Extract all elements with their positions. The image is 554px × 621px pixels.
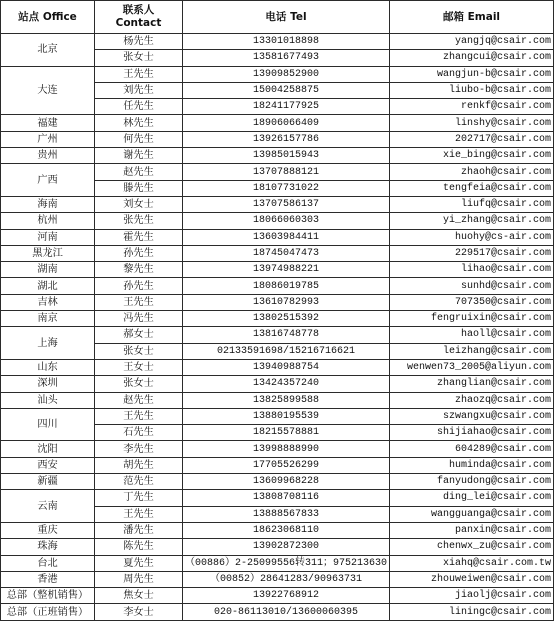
tel-cell: 18745047473 bbox=[183, 245, 390, 261]
tel-cell: 13609968228 bbox=[183, 474, 390, 490]
email-cell: 229517@csair.com bbox=[390, 245, 554, 261]
tel-cell: 18906066409 bbox=[183, 115, 390, 131]
contact-cell: 丁先生 bbox=[95, 490, 183, 506]
email-cell: liubo-b@csair.com bbox=[390, 82, 554, 98]
table-row bbox=[1, 245, 554, 261]
table-row bbox=[1, 539, 554, 555]
contact-cell: 杨先生 bbox=[95, 34, 183, 50]
office-cell: 杭州 bbox=[1, 213, 95, 229]
tel-cell: 13922768912 bbox=[183, 588, 390, 604]
table-row bbox=[1, 294, 554, 310]
email-cell: zhaoh@csair.com bbox=[390, 164, 554, 180]
office-cell: 云南 bbox=[1, 490, 95, 523]
office-cell: 香港 bbox=[1, 571, 95, 587]
tel-cell: 18066060303 bbox=[183, 213, 390, 229]
contact-cell: 郝女士 bbox=[95, 327, 183, 343]
email-cell: xie_bing@csair.com bbox=[390, 148, 554, 164]
contact-header-cn: 联系人 bbox=[122, 4, 155, 16]
table-row bbox=[1, 311, 554, 327]
contact-cell: 胡先生 bbox=[95, 457, 183, 473]
email-cell: panxin@csair.com bbox=[390, 522, 554, 538]
contact-cell: 石先生 bbox=[95, 425, 183, 441]
tel-cell: 13802515392 bbox=[183, 311, 390, 327]
table-row bbox=[1, 229, 554, 245]
tel-cell: 13902872300 bbox=[183, 539, 390, 555]
table-row bbox=[1, 359, 554, 375]
contact-header bbox=[95, 1, 183, 34]
tel-cell: 13707586137 bbox=[183, 196, 390, 212]
office-cell: 北京 bbox=[1, 34, 95, 67]
email-cell: wangjun-b@csair.com bbox=[390, 66, 554, 82]
contact-cell: 王女士 bbox=[95, 359, 183, 375]
office-cell: 山东 bbox=[1, 359, 95, 375]
table-row bbox=[1, 441, 554, 457]
email-cell: xiahq@csair.com.tw bbox=[390, 555, 554, 571]
table-row bbox=[1, 604, 554, 620]
contact-cell: 李先生 bbox=[95, 441, 183, 457]
tel-header: 电话 Tel bbox=[183, 1, 390, 34]
contact-cell: 潘先生 bbox=[95, 522, 183, 538]
contact-cell: 夏先生 bbox=[95, 555, 183, 571]
contact-cell: 任先生 bbox=[95, 99, 183, 115]
contact-cell: 滕先生 bbox=[95, 180, 183, 196]
email-cell: yangjq@csair.com bbox=[390, 34, 554, 50]
office-cell: 广州 bbox=[1, 131, 95, 147]
email-cell: fanyudong@csair.com bbox=[390, 474, 554, 490]
contact-cell: 周先生 bbox=[95, 571, 183, 587]
table-row bbox=[1, 148, 554, 164]
tel-cell: 13985015943 bbox=[183, 148, 390, 164]
email-cell: lihao@csair.com bbox=[390, 262, 554, 278]
contact-cell: 何先生 bbox=[95, 131, 183, 147]
email-cell: huohy@cs-air.com bbox=[390, 229, 554, 245]
table-row bbox=[1, 164, 554, 180]
email-header: 邮箱 Email bbox=[390, 1, 554, 34]
office-cell: 四川 bbox=[1, 408, 95, 441]
contact-cell: 范先生 bbox=[95, 474, 183, 490]
tel-cell: 02133591698/15216716621 bbox=[183, 343, 390, 359]
email-cell: shijiahao@csair.com bbox=[390, 425, 554, 441]
contact-cell: 林先生 bbox=[95, 115, 183, 131]
contact-cell: 王先生 bbox=[95, 506, 183, 522]
contact-cell: 赵先生 bbox=[95, 392, 183, 408]
contact-cell: 刘女士 bbox=[95, 196, 183, 212]
table-row bbox=[1, 327, 554, 343]
table-row bbox=[1, 66, 554, 82]
table-row bbox=[1, 408, 554, 424]
office-cell: 汕头 bbox=[1, 392, 95, 408]
contact-cell: 张女士 bbox=[95, 376, 183, 392]
email-cell: 707350@csair.com bbox=[390, 294, 554, 310]
email-cell: linshy@csair.com bbox=[390, 115, 554, 131]
office-cell: 深圳 bbox=[1, 376, 95, 392]
table-row bbox=[1, 588, 554, 604]
office-cell: 总部（整机销售） bbox=[1, 588, 95, 604]
tel-cell: 13825899588 bbox=[183, 392, 390, 408]
contact-header-en: Contact bbox=[115, 17, 162, 29]
email-cell: wangguanga@csair.com bbox=[390, 506, 554, 522]
office-cell: 上海 bbox=[1, 327, 95, 360]
table-row bbox=[1, 392, 554, 408]
table-row bbox=[1, 196, 554, 212]
office-cell: 湖北 bbox=[1, 278, 95, 294]
office-cell: 大连 bbox=[1, 66, 95, 115]
tel-cell: 18107731022 bbox=[183, 180, 390, 196]
email-cell: haoll@csair.com bbox=[390, 327, 554, 343]
tel-cell: 13926157786 bbox=[183, 131, 390, 147]
office-cell: 福建 bbox=[1, 115, 95, 131]
office-cell: 珠海 bbox=[1, 539, 95, 555]
email-cell: leizhang@csair.com bbox=[390, 343, 554, 359]
table-row bbox=[1, 131, 554, 147]
tel-cell: 13940988754 bbox=[183, 359, 390, 375]
email-cell: wenwen73_2005@aliyun.com bbox=[390, 359, 554, 375]
tel-cell: 13301018898 bbox=[183, 34, 390, 50]
contact-cell: 孙先生 bbox=[95, 278, 183, 294]
email-cell: tengfeia@csair.com bbox=[390, 180, 554, 196]
table-body bbox=[1, 34, 554, 621]
tel-cell: 13603984411 bbox=[183, 229, 390, 245]
table-row bbox=[1, 555, 554, 571]
tel-cell: 13998888990 bbox=[183, 441, 390, 457]
tel-cell: 13880195539 bbox=[183, 408, 390, 424]
tel-cell: 17705526299 bbox=[183, 457, 390, 473]
office-cell: 湖南 bbox=[1, 262, 95, 278]
table-row bbox=[1, 278, 554, 294]
contact-cell: 焦女士 bbox=[95, 588, 183, 604]
contact-cell: 张女士 bbox=[95, 343, 183, 359]
office-header: 站点 Office bbox=[1, 1, 95, 34]
contact-cell: 冯先生 bbox=[95, 311, 183, 327]
table-row bbox=[1, 522, 554, 538]
tel-cell: 18241177925 bbox=[183, 99, 390, 115]
table-row bbox=[1, 490, 554, 506]
email-cell: zhaozq@csair.com bbox=[390, 392, 554, 408]
tel-cell: 18086019785 bbox=[183, 278, 390, 294]
office-cell: 重庆 bbox=[1, 522, 95, 538]
email-cell: zhangcui@csair.com bbox=[390, 50, 554, 66]
office-cell: 贵州 bbox=[1, 148, 95, 164]
table-row bbox=[1, 474, 554, 490]
contact-cell: 刘先生 bbox=[95, 82, 183, 98]
tel-cell: 18623068110 bbox=[183, 522, 390, 538]
email-cell: szwangxu@csair.com bbox=[390, 408, 554, 424]
tel-cell: 18215578881 bbox=[183, 425, 390, 441]
table-header bbox=[1, 1, 554, 34]
office-cell: 河南 bbox=[1, 229, 95, 245]
office-cell: 台北 bbox=[1, 555, 95, 571]
contact-cell: 黎先生 bbox=[95, 262, 183, 278]
office-cell: 总部（正班销售） bbox=[1, 604, 95, 620]
tel-cell: 13808708116 bbox=[183, 490, 390, 506]
office-cell: 海南 bbox=[1, 196, 95, 212]
contact-cell: 赵先生 bbox=[95, 164, 183, 180]
tel-cell: 13816748778 bbox=[183, 327, 390, 343]
email-cell: 202717@csair.com bbox=[390, 131, 554, 147]
tel-cell: （00886）2-25099556转311；975213630 bbox=[183, 555, 390, 571]
contact-cell: 王先生 bbox=[95, 294, 183, 310]
tel-cell: 13974988221 bbox=[183, 262, 390, 278]
email-cell: chenwx_zu@csair.com bbox=[390, 539, 554, 555]
contact-cell: 谢先生 bbox=[95, 148, 183, 164]
tel-cell: 13610782993 bbox=[183, 294, 390, 310]
email-cell: huminda@csair.com bbox=[390, 457, 554, 473]
email-cell: zhouweiwen@csair.com bbox=[390, 571, 554, 587]
email-cell: liufq@csair.com bbox=[390, 196, 554, 212]
email-cell: zhanglian@csair.com bbox=[390, 376, 554, 392]
contact-cell: 孙先生 bbox=[95, 245, 183, 261]
contact-cell: 王先生 bbox=[95, 408, 183, 424]
contact-cell: 王先生 bbox=[95, 66, 183, 82]
tel-cell: 13581677493 bbox=[183, 50, 390, 66]
table-row bbox=[1, 115, 554, 131]
table-row bbox=[1, 457, 554, 473]
email-cell: liningc@csair.com bbox=[390, 604, 554, 620]
tel-cell: 020-86113010/13600060395 bbox=[183, 604, 390, 620]
office-cell: 新疆 bbox=[1, 474, 95, 490]
office-cell: 广西 bbox=[1, 164, 95, 197]
email-cell: jiaolj@csair.com bbox=[390, 588, 554, 604]
tel-cell: 13707888121 bbox=[183, 164, 390, 180]
tel-cell: 13909852900 bbox=[183, 66, 390, 82]
table-row bbox=[1, 571, 554, 587]
email-cell: yi_zhang@csair.com bbox=[390, 213, 554, 229]
email-cell: fengruixin@csair.com bbox=[390, 311, 554, 327]
contact-cell: 霍先生 bbox=[95, 229, 183, 245]
tel-cell: 15004258875 bbox=[183, 82, 390, 98]
tel-cell: （00852）28641283/90963731 bbox=[183, 571, 390, 587]
table-row bbox=[1, 262, 554, 278]
contact-cell: 李女士 bbox=[95, 604, 183, 620]
table-row bbox=[1, 34, 554, 50]
email-cell: renkf@csair.com bbox=[390, 99, 554, 115]
office-cell: 吉林 bbox=[1, 294, 95, 310]
office-cell: 西安 bbox=[1, 457, 95, 473]
header-row bbox=[1, 1, 554, 34]
office-cell: 南京 bbox=[1, 311, 95, 327]
contact-cell: 张女士 bbox=[95, 50, 183, 66]
office-cell: 沈阳 bbox=[1, 441, 95, 457]
table-row bbox=[1, 376, 554, 392]
email-cell: 604289@csair.com bbox=[390, 441, 554, 457]
contact-cell: 陈先生 bbox=[95, 539, 183, 555]
email-cell: sunhd@csair.com bbox=[390, 278, 554, 294]
tel-cell: 13888567833 bbox=[183, 506, 390, 522]
contact-cell: 张先生 bbox=[95, 213, 183, 229]
tel-cell: 13424357240 bbox=[183, 376, 390, 392]
office-cell: 黑龙江 bbox=[1, 245, 95, 261]
email-cell: ding_lei@csair.com bbox=[390, 490, 554, 506]
table-row bbox=[1, 213, 554, 229]
